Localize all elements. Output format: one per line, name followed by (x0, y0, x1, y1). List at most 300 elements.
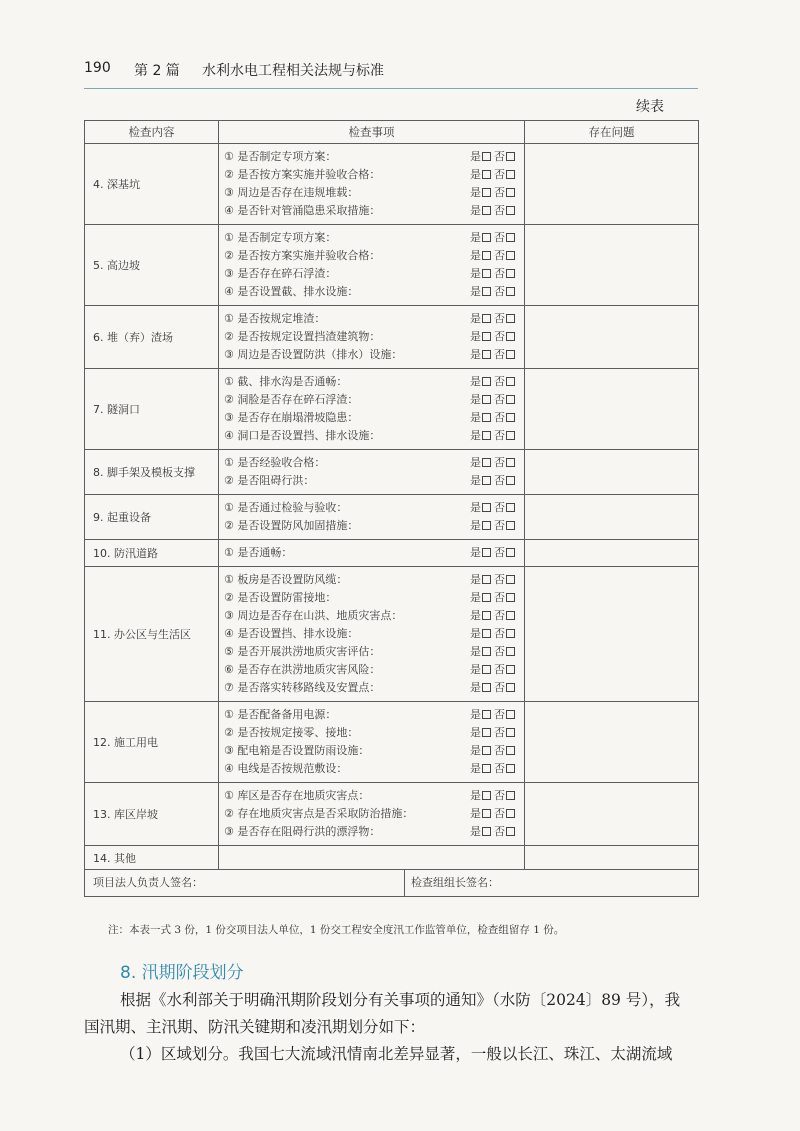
no-label: 否 (494, 456, 505, 469)
legal-person-signature-field[interactable]: 项目法人负责人签名： (85, 870, 405, 896)
yes-checkbox[interactable] (482, 188, 491, 197)
yes-no-options (470, 346, 518, 364)
continued-label: 续表 (636, 99, 664, 115)
check-item (224, 823, 520, 841)
yes-no-options (470, 373, 518, 391)
no-checkbox[interactable] (506, 548, 515, 557)
yes-label: 是 (470, 168, 481, 181)
no-checkbox[interactable] (506, 188, 515, 197)
yes-no-options (470, 202, 518, 220)
no-checkbox[interactable] (506, 665, 515, 674)
existing-issues-cell[interactable] (525, 540, 699, 567)
check-category: 7. 隧洞口 (85, 369, 219, 450)
yes-checkbox[interactable] (482, 395, 491, 404)
yes-label: 是 (470, 807, 481, 820)
check-item-text: ② 是否按方案实施并验收合格： (224, 168, 381, 181)
yes-label: 是 (470, 393, 481, 406)
check-item-text: ② 是否按规定设置挡渣建筑物： (224, 330, 381, 343)
check-item (224, 454, 520, 472)
check-category: 4. 深基坑 (85, 144, 219, 225)
header-divider (84, 88, 698, 89)
yes-label: 是 (470, 375, 481, 388)
check-items-cell (219, 495, 525, 540)
section-heading: 8. 汛期阶段划分 (120, 963, 244, 983)
yes-no-options (470, 310, 518, 328)
no-checkbox[interactable] (506, 827, 515, 836)
check-category: 11. 办公区与生活区 (85, 567, 219, 702)
no-label: 否 (494, 375, 505, 388)
yes-no-options (470, 391, 518, 409)
check-category: 10. 防汛道路 (85, 540, 219, 567)
no-label: 否 (494, 168, 505, 181)
signature-cell (85, 870, 699, 897)
table-row (85, 225, 699, 306)
check-item-text: ③ 周边是否设置防洪（排水）设施： (224, 348, 403, 361)
yes-checkbox[interactable] (482, 665, 491, 674)
yes-checkbox[interactable] (482, 251, 491, 260)
yes-label: 是 (470, 186, 481, 199)
yes-no-options (470, 589, 518, 607)
yes-label: 是 (470, 231, 481, 244)
check-item (224, 724, 520, 742)
check-category: 14. 其他 (85, 846, 219, 870)
check-item-text: ③ 是否存在崩塌滑坡隐患： (224, 411, 359, 424)
check-category: 5. 高边坡 (85, 225, 219, 306)
table-row (85, 450, 699, 495)
existing-issues-cell[interactable] (525, 783, 699, 846)
yes-label: 是 (470, 330, 481, 343)
yes-no-options (470, 661, 518, 679)
check-items-cell (219, 783, 525, 846)
no-label: 否 (494, 627, 505, 640)
yes-checkbox[interactable] (482, 377, 491, 386)
yes-checkbox[interactable] (482, 332, 491, 341)
yes-no-options (470, 760, 518, 778)
table-row (85, 306, 699, 369)
yes-no-options (470, 265, 518, 283)
yes-label: 是 (470, 627, 481, 640)
yes-no-options (470, 787, 518, 805)
no-label: 否 (494, 591, 505, 604)
existing-issues-cell[interactable] (525, 495, 699, 540)
check-item (224, 499, 520, 517)
check-items-cell (219, 702, 525, 783)
table-row (85, 567, 699, 702)
yes-checkbox[interactable] (482, 809, 491, 818)
no-label: 否 (494, 807, 505, 820)
no-checkbox[interactable] (506, 395, 515, 404)
yes-no-options (470, 409, 518, 427)
yes-label: 是 (470, 762, 481, 775)
no-checkbox[interactable] (506, 683, 515, 692)
no-checkbox[interactable] (506, 350, 515, 359)
yes-label: 是 (470, 663, 481, 676)
no-checkbox[interactable] (506, 458, 515, 467)
no-label: 否 (494, 546, 505, 559)
check-item (224, 166, 520, 184)
yes-no-options (470, 328, 518, 346)
yes-no-options (470, 499, 518, 517)
check-item-text: ① 是否通过检验与验收： (224, 501, 348, 514)
yes-checkbox[interactable] (482, 170, 491, 179)
check-items-cell (219, 540, 525, 567)
existing-issues-cell[interactable] (525, 567, 699, 702)
inspection-leader-signature-field[interactable]: 检查组组长签名： (411, 876, 499, 889)
no-checkbox[interactable] (506, 314, 515, 323)
yes-label: 是 (470, 591, 481, 604)
yes-checkbox[interactable] (482, 575, 491, 584)
check-item (224, 571, 520, 589)
yes-no-options (470, 742, 518, 760)
no-label: 否 (494, 312, 505, 325)
no-checkbox[interactable] (506, 521, 515, 530)
check-category: 12. 施工用电 (85, 702, 219, 783)
yes-no-options (470, 625, 518, 643)
check-item-text: ④ 是否针对管涌隐患采取措施： (224, 204, 381, 217)
no-label: 否 (494, 204, 505, 217)
check-item (224, 202, 520, 220)
no-checkbox[interactable] (506, 503, 515, 512)
yes-checkbox[interactable] (482, 233, 491, 242)
no-label: 否 (494, 789, 505, 802)
yes-no-options (470, 283, 518, 301)
check-item-text: ③ 配电箱是否设置防雨设施： (224, 744, 370, 757)
page-number: 190 (84, 60, 111, 76)
yes-checkbox[interactable] (482, 611, 491, 620)
check-items-cell (219, 369, 525, 450)
check-item-text: ⑤ 是否开展洪涝地质灾害评估： (224, 645, 381, 658)
no-checkbox[interactable] (506, 431, 515, 440)
check-item-text: ② 是否设置防风加固措施： (224, 519, 359, 532)
column-header: 存在问题 (525, 121, 699, 144)
check-item-text: ① 是否配备备用电源： (224, 708, 337, 721)
yes-no-options (470, 517, 518, 535)
yes-label: 是 (470, 312, 481, 325)
check-item-text: ③ 周边是否存在违规堆载： (224, 186, 359, 199)
no-checkbox[interactable] (506, 233, 515, 242)
yes-checkbox[interactable] (482, 152, 491, 161)
table-row (85, 540, 699, 567)
yes-checkbox[interactable] (482, 269, 491, 278)
yes-label: 是 (470, 825, 481, 838)
table-row (85, 369, 699, 450)
yes-checkbox[interactable] (482, 206, 491, 215)
check-item (224, 706, 520, 724)
yes-checkbox[interactable] (482, 764, 491, 773)
running-header (84, 60, 698, 82)
yes-label: 是 (470, 573, 481, 586)
table-row (85, 495, 699, 540)
existing-issues-cell[interactable] (525, 144, 699, 225)
table-note: 注：本表一式 3 份，1 份交项目法人单位，1 份交工程安全度汛工作监管单位，检查组留存 1 份。 (108, 924, 565, 936)
yes-checkbox[interactable] (482, 593, 491, 602)
check-item (224, 391, 520, 409)
yes-checkbox[interactable] (482, 287, 491, 296)
yes-label: 是 (470, 501, 481, 514)
no-checkbox[interactable] (506, 728, 515, 737)
yes-no-options (470, 724, 518, 742)
check-item (224, 148, 520, 166)
no-checkbox[interactable] (506, 170, 515, 179)
existing-issues-cell[interactable] (525, 225, 699, 306)
body-paragraph-line: （1）区域划分。我国七大流域汛情南北差异显著，一般以长江、珠江、太湖流域 (120, 1045, 673, 1063)
check-item (224, 787, 520, 805)
check-item (224, 472, 520, 490)
no-checkbox[interactable] (506, 746, 515, 755)
check-item (224, 805, 520, 823)
check-item-text: ③ 是否存在阻碍行洪的漂浮物： (224, 825, 381, 838)
column-header: 检查事项 (219, 121, 525, 144)
no-label: 否 (494, 429, 505, 442)
check-item-text: ④ 是否设置截、排水设施： (224, 285, 359, 298)
check-item (224, 265, 520, 283)
check-item (224, 373, 520, 391)
check-category: 13. 库区岸坡 (85, 783, 219, 846)
check-item-text: ① 是否通畅： (224, 546, 293, 559)
no-checkbox[interactable] (506, 647, 515, 656)
header-title: 水利水电工程相关法规与标准 (202, 63, 384, 79)
check-item-text: ① 是否经验收合格： (224, 456, 326, 469)
yes-checkbox[interactable] (482, 314, 491, 323)
no-label: 否 (494, 744, 505, 757)
yes-no-options (470, 427, 518, 445)
existing-issues-cell[interactable] (525, 369, 699, 450)
no-label: 否 (494, 519, 505, 532)
existing-issues-cell[interactable] (525, 306, 699, 369)
yes-checkbox[interactable] (482, 350, 491, 359)
no-checkbox[interactable] (506, 413, 515, 422)
no-label: 否 (494, 393, 505, 406)
yes-checkbox[interactable] (482, 728, 491, 737)
yes-checkbox[interactable] (482, 710, 491, 719)
yes-no-options (470, 454, 518, 472)
check-item (224, 625, 520, 643)
no-checkbox[interactable] (506, 611, 515, 620)
yes-label: 是 (470, 744, 481, 757)
yes-label: 是 (470, 789, 481, 802)
no-label: 否 (494, 330, 505, 343)
no-label: 否 (494, 150, 505, 163)
part-label: 第 2 篇 (134, 63, 180, 79)
yes-no-options (470, 571, 518, 589)
check-item-text: ② 洞脸是否存在碎石浮渣： (224, 393, 359, 406)
yes-no-options (470, 184, 518, 202)
yes-no-options (470, 706, 518, 724)
yes-checkbox[interactable] (482, 413, 491, 422)
yes-checkbox[interactable] (482, 629, 491, 638)
yes-label: 是 (470, 708, 481, 721)
yes-checkbox[interactable] (482, 647, 491, 656)
check-item (224, 742, 520, 760)
no-label: 否 (494, 501, 505, 514)
no-label: 否 (494, 411, 505, 424)
no-checkbox[interactable] (506, 332, 515, 341)
check-category: 8. 脚手架及模板支撑 (85, 450, 219, 495)
no-checkbox[interactable] (506, 377, 515, 386)
table-header-row (85, 121, 699, 144)
yes-label: 是 (470, 645, 481, 658)
no-label: 否 (494, 726, 505, 739)
yes-checkbox[interactable] (482, 503, 491, 512)
no-checkbox[interactable] (506, 287, 515, 296)
no-checkbox[interactable] (506, 251, 515, 260)
table-row (85, 783, 699, 846)
no-label: 否 (494, 825, 505, 838)
check-item-text: ④ 是否设置挡、排水设施： (224, 627, 359, 640)
yes-label: 是 (470, 204, 481, 217)
check-category: 9. 起重设备 (85, 495, 219, 540)
check-item (224, 661, 520, 679)
no-label: 否 (494, 267, 505, 280)
yes-label: 是 (470, 546, 481, 559)
yes-checkbox[interactable] (482, 683, 491, 692)
check-item (224, 607, 520, 625)
yes-checkbox[interactable] (482, 458, 491, 467)
check-item (224, 589, 520, 607)
no-label: 否 (494, 573, 505, 586)
check-item-text: ④ 洞口是否设置挡、排水设施： (224, 429, 381, 442)
no-label: 否 (494, 231, 505, 244)
table-row (85, 144, 699, 225)
yes-no-options (470, 229, 518, 247)
no-label: 否 (494, 348, 505, 361)
check-item-text: ① 板房是否设置防风缆： (224, 573, 348, 586)
check-item (224, 283, 520, 301)
check-item (224, 427, 520, 445)
yes-no-options (470, 247, 518, 265)
yes-label: 是 (470, 609, 481, 622)
yes-no-options (470, 823, 518, 841)
no-checkbox[interactable] (506, 206, 515, 215)
no-label: 否 (494, 708, 505, 721)
yes-checkbox[interactable] (482, 791, 491, 800)
yes-label: 是 (470, 681, 481, 694)
existing-issues-cell[interactable] (525, 846, 699, 870)
no-label: 否 (494, 609, 505, 622)
yes-checkbox[interactable] (482, 548, 491, 557)
no-label: 否 (494, 663, 505, 676)
yes-no-options (470, 643, 518, 661)
no-label: 否 (494, 762, 505, 775)
yes-label: 是 (470, 267, 481, 280)
check-item-text: ③ 是否存在碎石浮渣： (224, 267, 337, 280)
check-item (224, 328, 520, 346)
check-items-cell (219, 567, 525, 702)
check-category: 6. 堆（弃）渣场 (85, 306, 219, 369)
check-items-cell (219, 144, 525, 225)
yes-label: 是 (470, 456, 481, 469)
table-row (85, 846, 699, 870)
yes-checkbox[interactable] (482, 476, 491, 485)
no-checkbox[interactable] (506, 593, 515, 602)
yes-checkbox[interactable] (482, 431, 491, 440)
check-item (224, 310, 520, 328)
yes-no-options (470, 679, 518, 697)
check-item (224, 517, 520, 535)
no-label: 否 (494, 186, 505, 199)
yes-no-options (470, 148, 518, 166)
check-items-cell (219, 450, 525, 495)
check-item-text: ② 存在地质灾害点是否采取防治措施： (224, 807, 414, 820)
inspection-table (84, 120, 699, 897)
existing-issues-cell[interactable] (525, 450, 699, 495)
check-item-text: ② 是否按方案实施并验收合格： (224, 249, 381, 262)
yes-label: 是 (470, 519, 481, 532)
check-item-text: ① 是否制定专项方案： (224, 150, 337, 163)
yes-no-options (470, 472, 518, 490)
check-item (224, 760, 520, 778)
no-checkbox[interactable] (506, 575, 515, 584)
check-item-text: ① 是否制定专项方案： (224, 231, 337, 244)
column-header: 检查内容 (85, 121, 219, 144)
yes-label: 是 (470, 285, 481, 298)
yes-label: 是 (470, 348, 481, 361)
check-item (224, 247, 520, 265)
check-item-text: ⑥ 是否存在洪涝地质灾害风险： (224, 663, 381, 676)
check-item-text: ① 库区是否存在地质灾害点： (224, 789, 370, 802)
no-label: 否 (494, 681, 505, 694)
check-items-cell (219, 306, 525, 369)
yes-checkbox[interactable] (482, 746, 491, 755)
check-item-text: ② 是否设置防雷接地： (224, 591, 337, 604)
yes-no-options (470, 607, 518, 625)
check-item (224, 544, 520, 562)
check-item (224, 229, 520, 247)
body-paragraph-line: 根据《水利部关于明确汛期阶段划分有关事项的通知》（水防〔2024〕89 号），我 (120, 991, 681, 1009)
signature-row (85, 870, 699, 897)
check-item-text: ③ 周边是否存在山洪、地质灾害点： (224, 609, 403, 622)
yes-label: 是 (470, 249, 481, 262)
yes-checkbox[interactable] (482, 827, 491, 836)
no-checkbox[interactable] (506, 764, 515, 773)
no-label: 否 (494, 249, 505, 262)
no-checkbox[interactable] (506, 809, 515, 818)
check-item-text: ⑦ 是否落实转移路线及安置点： (224, 681, 381, 694)
no-checkbox[interactable] (506, 710, 515, 719)
check-item-text: ② 是否按规定接零、接地： (224, 726, 359, 739)
yes-no-options (470, 166, 518, 184)
no-checkbox[interactable] (506, 476, 515, 485)
yes-no-options (470, 544, 518, 562)
no-checkbox[interactable] (506, 152, 515, 161)
no-checkbox[interactable] (506, 791, 515, 800)
check-item (224, 346, 520, 364)
check-item (224, 643, 520, 661)
check-item (224, 184, 520, 202)
yes-label: 是 (470, 150, 481, 163)
check-item-text: ④ 电线是否按规范敷设： (224, 762, 348, 775)
yes-no-options (470, 805, 518, 823)
yes-label: 是 (470, 474, 481, 487)
table-row (85, 702, 699, 783)
no-label: 否 (494, 285, 505, 298)
yes-label: 是 (470, 429, 481, 442)
yes-label: 是 (470, 411, 481, 424)
no-label: 否 (494, 645, 505, 658)
existing-issues-cell[interactable] (525, 702, 699, 783)
check-item (224, 679, 520, 697)
yes-checkbox[interactable] (482, 521, 491, 530)
no-checkbox[interactable] (506, 269, 515, 278)
yes-label: 是 (470, 726, 481, 739)
check-items-cell (219, 846, 525, 870)
check-items-cell (219, 225, 525, 306)
check-item-text: ② 是否阻碍行洪： (224, 474, 315, 487)
no-label: 否 (494, 474, 505, 487)
check-item (224, 409, 520, 427)
no-checkbox[interactable] (506, 629, 515, 638)
check-item-text: ① 是否按规定堆渣： (224, 312, 326, 325)
